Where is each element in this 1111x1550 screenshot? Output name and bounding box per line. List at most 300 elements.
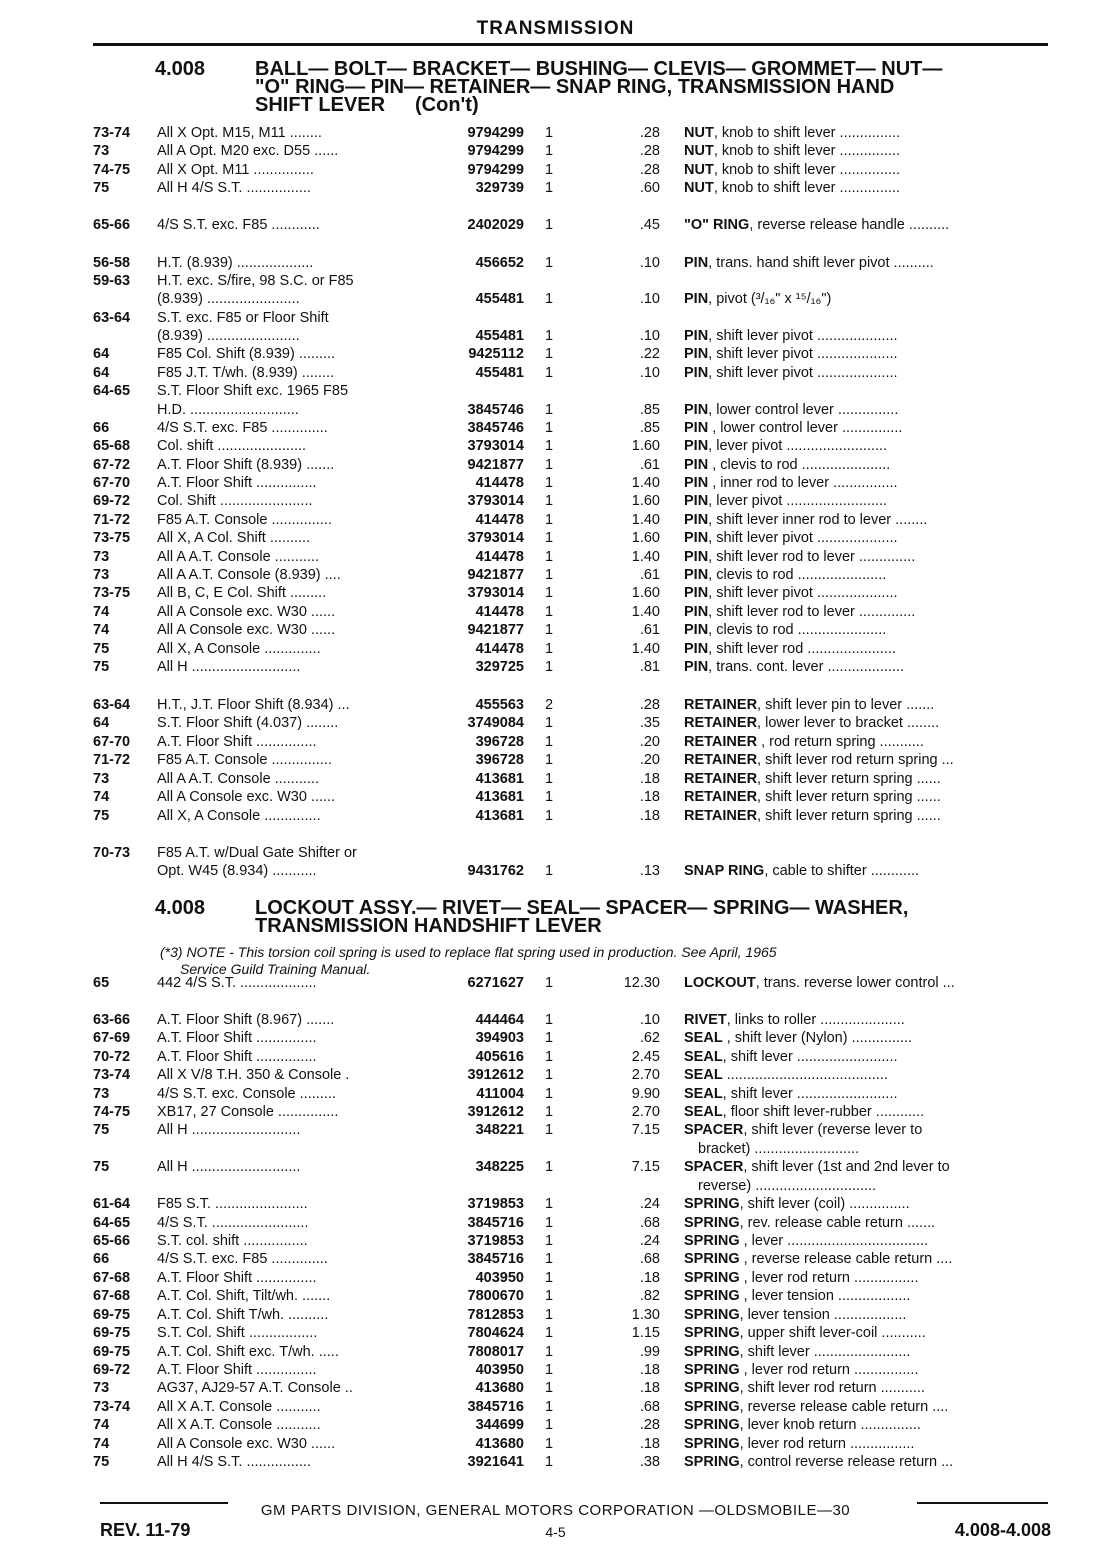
part-number: 456652 [475,255,524,271]
part-name: SPRING [684,1215,740,1231]
part-name: PIN [684,604,709,620]
part-number: 413681 [475,771,524,787]
part-description [684,142,1056,160]
quantity: 1 [545,752,554,768]
part-description [684,179,1056,197]
application: 4/S S.T. exc. F85 ............ [157,217,320,233]
part-name: SPRING [684,1399,740,1415]
application: All H 4/S S.T. ................ [157,180,311,196]
part-number: 7800670 [467,1288,524,1304]
part-detail: , rev. release cable return ....... [739,1215,936,1231]
price: .18 [639,789,660,805]
model-years: 63-64 [93,697,131,713]
price: .18 [639,1362,660,1378]
part-name: SPRING [684,1362,740,1378]
parts-row [0,1416,1111,1434]
price: .10 [639,365,660,381]
part-detail: , reverse release handle .......... [749,217,950,233]
price: .85 [639,402,660,418]
price: 7.15 [631,1159,660,1175]
part-detail: , control reverse release return ... [739,1454,954,1470]
price: .22 [639,346,660,362]
quantity: 1 [545,180,554,196]
part-description [684,1343,1056,1361]
price: .38 [639,1454,660,1470]
part-number: 455563 [475,697,524,713]
parts-row [0,1435,1111,1453]
application: A.T. Floor Shift (8.967) ....... [157,1012,335,1028]
application: H.T. (8.939) ................... [157,255,314,271]
application: All H 4/S S.T. ................ [157,1454,311,1470]
model-years: 69-72 [93,1362,131,1378]
parts-row [0,1379,1111,1397]
note-line: Service Guild Training Manual. [180,961,371,977]
part-number: 3845716 [467,1251,524,1267]
application: Col. shift ...................... [157,438,307,454]
model-years: 67-68 [93,1270,131,1286]
part-detail: , knob to shift lever ............... [713,180,900,196]
part-number: 3912612 [467,1104,524,1120]
model-years: 73 [93,1086,110,1102]
part-name: PIN [684,512,709,528]
model-years: 67-69 [93,1030,131,1046]
quantity: 1 [545,1270,554,1286]
model-years: 73-74 [93,125,131,141]
price: .10 [639,328,660,344]
part-description [684,807,1056,825]
price: .28 [639,697,660,713]
price: .61 [639,457,660,473]
price: 12.30 [623,975,660,991]
part-detail: , shift lever return spring ...... [757,808,941,824]
parts-row [0,1453,1111,1471]
model-years: 69-75 [93,1325,131,1341]
quantity: 1 [545,622,554,638]
section-continued-label: (Con't) [415,94,479,116]
parts-row [0,492,1111,510]
part-detail: , reverse release cable return .... [739,1251,953,1267]
price: .10 [639,291,660,307]
part-name: SEAL [684,1030,723,1046]
part-description [684,1232,1056,1250]
quantity: 1 [545,1159,554,1175]
model-years: 73 [93,1380,110,1396]
application: A.T. Floor Shift ............... [157,1270,317,1286]
parts-row [0,696,1111,714]
parts-row [0,603,1111,621]
price: .24 [639,1233,660,1249]
part-detail: , lever tension .................. [739,1288,911,1304]
part-number: 413680 [475,1436,524,1452]
part-number: 6271627 [467,975,524,991]
model-years: 70-73 [93,845,131,861]
price: 1.60 [631,585,660,601]
part-description [684,254,1056,272]
model-years: 70-72 [93,1049,131,1065]
parts-row [0,566,1111,584]
parts-row [0,788,1111,806]
quantity: 1 [545,567,554,583]
part-detail: , lower control lever ............... [708,420,903,436]
part-detail: , shift lever ........................ [739,1344,911,1360]
application: A.T. Floor Shift ............... [157,1362,317,1378]
part-description [684,770,1056,788]
part-detail: , inner rod to lever ................ [708,475,898,491]
model-years: 75 [93,180,110,196]
part-number: 413681 [475,789,524,805]
part-name: NUT [684,143,714,159]
part-description [684,529,1056,547]
price: .13 [639,863,660,879]
part-number: 3793014 [467,438,524,454]
part-detail: , clevis to rod ...................... [708,457,891,473]
part-detail: , lever rod return ................ [739,1436,915,1452]
part-name: SPRING [684,1270,740,1286]
part-number: 396728 [475,752,524,768]
part-number: 396728 [475,734,524,750]
quantity: 1 [545,1233,554,1249]
quantity: 1 [545,1325,554,1341]
part-name: PIN [684,291,709,307]
section-note [160,944,1040,978]
part-number: 3793014 [467,493,524,509]
parts-row [0,658,1111,676]
application: All X, A Console .............. [157,641,321,657]
model-years: 75 [93,1122,110,1138]
part-description [684,974,1056,992]
part-description [684,474,1056,492]
section-title-text: SHIFT LEVER [255,94,386,116]
part-number: 405616 [475,1049,524,1065]
part-detail: , shift lever ......................... [722,1049,898,1065]
quantity: 1 [545,365,554,381]
price: .18 [639,1436,660,1452]
application: All X A.T. Console ........... [157,1399,321,1415]
quantity: 1 [545,217,554,233]
part-detail: , floor shift lever-rubber ............ [722,1104,925,1120]
price: 7.15 [631,1122,660,1138]
footer-publisher: GM PARTS DIVISION, GENERAL MOTORS CORPORATION —OLDSMOBILE—30 [260,1502,851,1519]
part-number: 9794299 [467,162,524,178]
application: A.T. Col. Shift, Tilt/wh. ....... [157,1288,331,1304]
quantity: 1 [545,1307,554,1323]
part-number: 413680 [475,1380,524,1396]
part-description [684,401,1056,419]
model-years: 61-64 [93,1196,131,1212]
parts-row [0,714,1111,732]
part-name: LOCKOUT [684,975,756,991]
application: All H ........................... [157,1159,301,1175]
part-description [684,788,1056,806]
parts-row [0,290,1111,308]
header-rule [93,43,1048,46]
part-name: NUT [684,162,714,178]
part-name: SNAP RING [684,863,765,879]
part-number: 403950 [475,1270,524,1286]
quantity: 1 [545,143,554,159]
part-number: 3845746 [467,420,524,436]
part-detail: , shift lever pivot .................... [708,530,898,546]
parts-row [0,733,1111,751]
model-years: 66 [93,420,110,436]
part-name: PIN [684,567,709,583]
model-years: 73 [93,567,110,583]
quantity: 1 [545,585,554,601]
price: .45 [639,217,660,233]
application: A.T. Floor Shift (8.939) ....... [157,457,335,473]
part-detail: , knob to shift lever ............... [713,143,900,159]
application: (8.939) ....................... [157,291,300,307]
application: A.T. Floor Shift ............... [157,734,317,750]
part-detail: , lower lever to bracket ........ [757,715,940,731]
section-number: 4.008 [155,897,206,919]
part-number: 394903 [475,1030,524,1046]
model-years: 65-66 [93,217,131,233]
application: All X, A Console .............. [157,808,321,824]
model-years: 73-74 [93,1399,131,1415]
parts-row [0,309,1111,327]
part-number: 3719853 [467,1233,524,1249]
parts-row [0,1140,1111,1158]
part-detail: , lever rod return ................ [739,1362,919,1378]
part-description [684,161,1056,179]
part-detail: , lever ................................... [739,1233,929,1249]
quantity: 1 [545,1454,554,1470]
price: .18 [639,771,660,787]
part-number: 455481 [475,328,524,344]
parts-row [0,327,1111,345]
parts-row [0,419,1111,437]
part-number: 9421877 [467,457,524,473]
part-detail: , lever pivot ......................... [708,493,888,509]
part-description [684,1324,1056,1342]
part-description [684,1103,1056,1121]
price: .35 [639,715,660,731]
model-years: 75 [93,1159,110,1175]
part-description [684,1066,1056,1084]
part-number: 344699 [475,1417,524,1433]
part-name: RETAINER [684,808,758,824]
parts-row [0,1324,1111,1342]
part-detail: , lever rod return ................ [739,1270,919,1286]
quantity: 1 [545,659,554,675]
part-description [684,1398,1056,1416]
quantity: 1 [545,255,554,271]
part-name: NUT [684,125,714,141]
part-number: 329725 [475,659,524,675]
footer-page-number: 4-5 [545,1524,566,1540]
quantity: 1 [545,1288,554,1304]
quantity: 1 [545,1122,554,1138]
price: 1.40 [631,512,660,528]
part-detail: , shift lever rod to lever .............. [708,549,916,565]
application: A.T. Floor Shift ............... [157,1030,317,1046]
model-years: 74 [93,1436,110,1452]
parts-row [0,1011,1111,1029]
quantity: 1 [545,475,554,491]
part-number: 9794299 [467,143,524,159]
model-years: 71-72 [93,752,131,768]
price: .28 [639,125,660,141]
model-years: 74 [93,622,110,638]
part-name: PIN [684,585,709,601]
model-years: 73-75 [93,585,131,601]
part-name: SPRING [684,1288,740,1304]
part-description [684,1306,1056,1324]
price: .28 [639,143,660,159]
section-title-line [255,96,1045,114]
application: All A A.T. Console (8.939) .... [157,567,341,583]
part-detail: , clevis to rod ...................... [708,622,887,638]
parts-row [0,1287,1111,1305]
part-name: RETAINER [684,789,758,805]
application: A.T. Floor Shift ............... [157,1049,317,1065]
model-years: 75 [93,641,110,657]
application: 4/S S.T. exc. F85 .............. [157,1251,328,1267]
model-years: 69-75 [93,1307,131,1323]
section-title-line: "O" RING— PIN— RETAINER— SNAP RING, TRANSMISSION HAND [255,76,895,98]
model-years: 74-75 [93,162,131,178]
parts-row [0,807,1111,825]
part-description [684,584,1056,602]
part-detail: , shift lever pivot .................... [708,585,898,601]
parts-row [0,1085,1111,1103]
parts-row [0,1103,1111,1121]
part-detail: , upper shift lever-coil ........... [739,1325,926,1341]
model-years: 67-70 [93,734,131,750]
part-description [684,345,1056,363]
application: XB17, 27 Console ............... [157,1104,339,1120]
part-number: 414478 [475,512,524,528]
application: A.T. Col. Shift exc. T/wh. ..... [157,1344,339,1360]
model-years: 65 [93,975,110,991]
parts-row [0,770,1111,788]
part-number: 3845716 [467,1399,524,1415]
price: .20 [639,734,660,750]
part-detail: , shift lever pivot .................... [708,328,898,344]
application: All X Opt. M15, M11 ........ [157,125,322,141]
part-name: SPRING [684,1344,740,1360]
parts-row [0,254,1111,272]
model-years: 73-74 [93,1067,131,1083]
application: All X V/8 T.H. 350 & Console . [157,1067,350,1083]
footer-revision: REV. 11-79 [100,1520,191,1540]
model-years: 65-66 [93,1233,131,1249]
part-name: SPRING [684,1325,740,1341]
parts-row [0,179,1111,197]
part-name: SPRING [684,1380,740,1396]
part-name: SPRING [684,1436,740,1452]
part-detail: , shift lever rod return spring ... [757,752,954,768]
part-description [684,1361,1056,1379]
parts-row [0,1250,1111,1268]
price: .68 [639,1215,660,1231]
application: All A Console exc. W30 ...... [157,789,336,805]
quantity: 1 [545,1436,554,1452]
part-detail: , trans. cont. lever ................... [708,659,904,675]
application: All B, C, E Col. Shift ......... [157,585,327,601]
price: .10 [639,255,660,271]
part-description [684,364,1056,382]
model-years: 65-68 [93,438,131,454]
parts-row [0,1177,1111,1195]
application: All X Opt. M11 ............... [157,162,314,178]
application: Opt. W45 (8.934) ........... [157,863,317,879]
price: 1.15 [631,1325,660,1341]
quantity: 1 [545,1380,554,1396]
application: F85 J.T. T/wh. (8.939) ........ [157,365,335,381]
part-detail: , rod return spring ........... [757,734,924,750]
model-years: 75 [93,659,110,675]
price: .28 [639,1417,660,1433]
quantity: 1 [545,975,554,991]
parts-row [0,1214,1111,1232]
part-description [684,1048,1056,1066]
part-detail: , clevis to rod ...................... [708,567,887,583]
quantity: 1 [545,604,554,620]
model-years: 71-72 [93,512,131,528]
application: All A A.T. Console ........... [157,549,319,565]
part-description [684,1250,1056,1268]
part-number: 403950 [475,1362,524,1378]
part-description [684,1011,1056,1029]
quantity: 1 [545,438,554,454]
part-number: 3845716 [467,1215,524,1231]
part-name: PIN [684,365,709,381]
part-name: RETAINER [684,715,758,731]
part-name: PIN [684,530,709,546]
price: .18 [639,808,660,824]
quantity: 1 [545,457,554,473]
footer-section-reference: 4.008-4.008 [954,1520,1051,1540]
parts-row [0,216,1111,234]
part-name: SPRING [684,1307,740,1323]
model-years: 67-68 [93,1288,131,1304]
part-detail: , shift lever pivot .................... [708,346,898,362]
parts-row [0,1158,1111,1176]
part-name: PIN [684,346,709,362]
part-name: PIN [684,659,709,675]
price: .10 [639,1012,660,1028]
part-name: PIN [684,475,709,491]
parts-row [0,161,1111,179]
price: 1.40 [631,641,660,657]
quantity: 1 [545,420,554,436]
quantity: 1 [545,1012,554,1028]
part-number: 414478 [475,475,524,491]
part-detail: , trans. hand shift lever pivot .......... [708,255,934,271]
model-years: 73-75 [93,530,131,546]
section-title [255,899,1045,935]
application: All H ........................... [157,659,301,675]
price: .81 [639,659,660,675]
quantity: 1 [545,771,554,787]
model-years: 75 [93,1454,110,1470]
application: H.T., J.T. Floor Shift (8.934) ... [157,697,350,713]
parts-row [0,1121,1111,1139]
parts-row [0,474,1111,492]
parts-row [0,844,1111,862]
parts-row [0,974,1111,992]
part-number: 413681 [475,808,524,824]
part-number: 455481 [475,291,524,307]
parts-row [0,1195,1111,1213]
model-years: 56-58 [93,255,131,271]
part-name: SPRING [684,1454,740,1470]
parts-row [0,437,1111,455]
section-number: 4.008 [155,58,206,80]
part-detail: , shift lever rod return ........... [739,1380,925,1396]
